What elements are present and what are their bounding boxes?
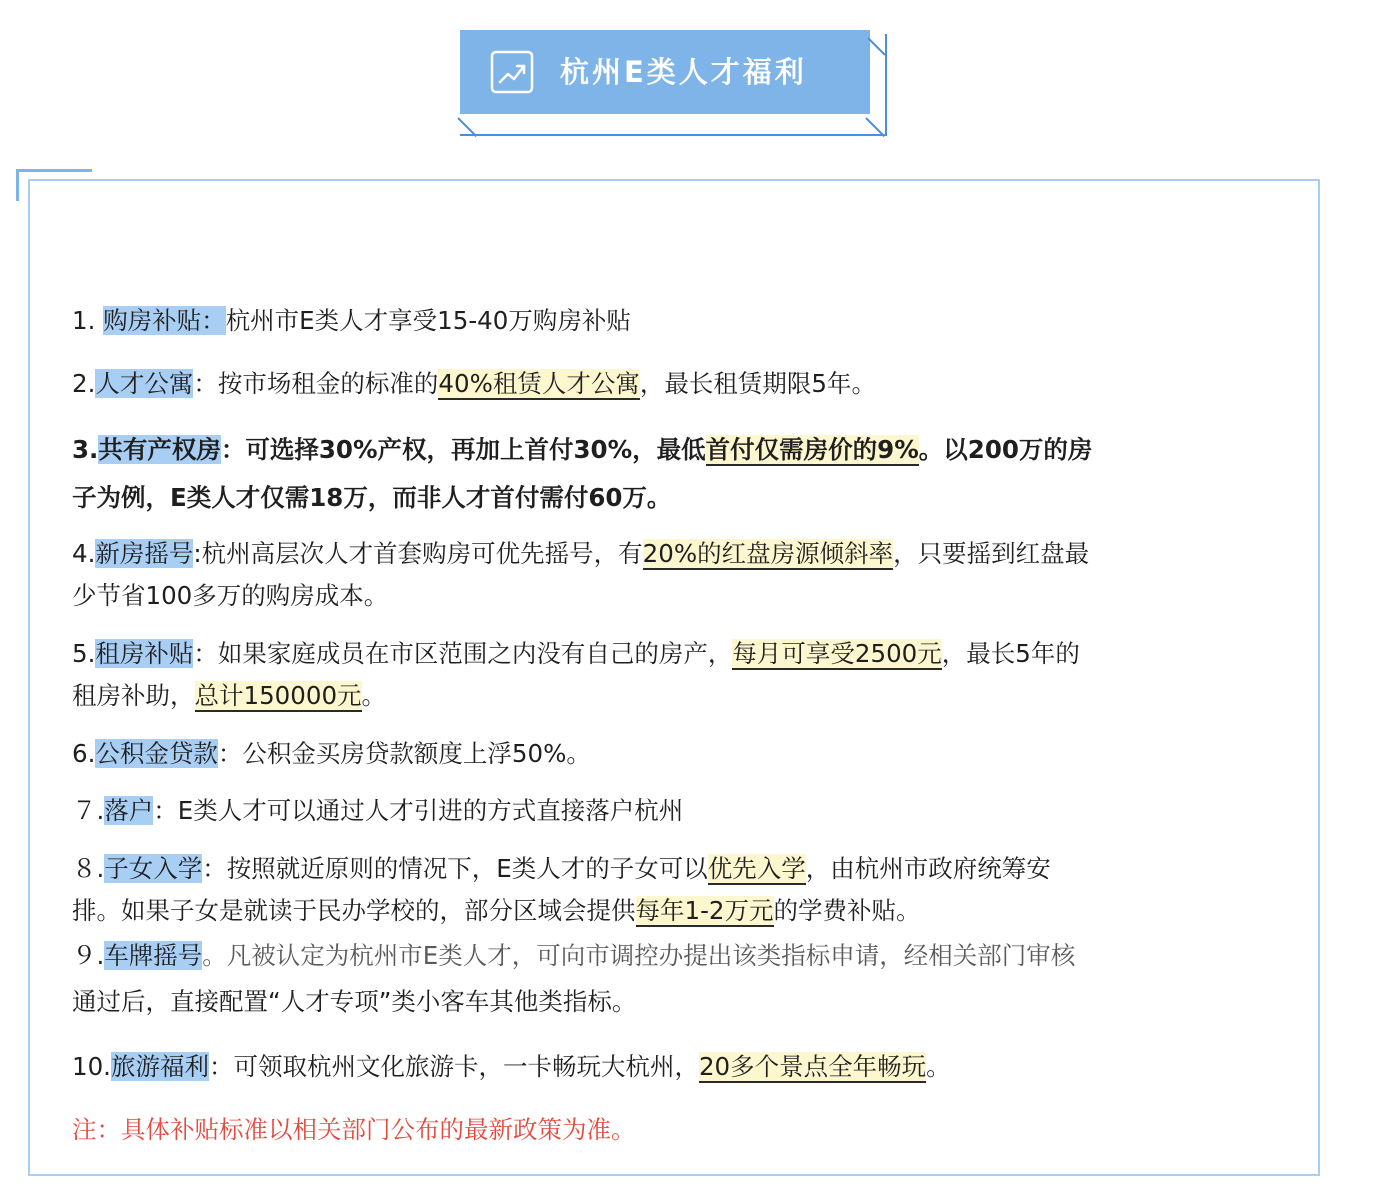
item-highlight: 40%租赁人才公寓 bbox=[438, 369, 640, 398]
item-label: 落户 bbox=[104, 796, 154, 825]
item-highlight: 优先入学 bbox=[707, 854, 806, 883]
list-item bbox=[72, 933, 1292, 1025]
item-text: ：按照就近原则的情况下，E类人才的子女可以 bbox=[202, 854, 708, 883]
title-frame-bottom bbox=[460, 134, 887, 136]
list-item bbox=[72, 533, 1292, 617]
list-item bbox=[72, 633, 1292, 717]
item-text: 子为例，E类人才仅需18万，而非人才首付需付60万。 bbox=[72, 483, 672, 512]
item-text: 。 bbox=[926, 1052, 951, 1081]
list-item bbox=[72, 361, 1292, 407]
list-item bbox=[72, 848, 1292, 932]
item-text: ：可领取杭州文化旅游卡，一卡畅玩大杭州， bbox=[208, 1052, 699, 1081]
item-highlight: 首付仅需房价的9% bbox=[705, 435, 919, 464]
list-item bbox=[72, 731, 1292, 777]
item-label: 旅游福利 bbox=[110, 1052, 209, 1081]
item-number: 10. bbox=[72, 1052, 111, 1081]
item-text: 杭州市E类人才享受15-40万购房补贴 bbox=[225, 306, 631, 335]
item-highlight: 每月可享受2500元 bbox=[732, 639, 942, 668]
item-text: 的学费补贴。 bbox=[773, 896, 921, 925]
box-corner-accent bbox=[16, 169, 19, 201]
item-text: 排。如果子女是就读于民办学校的，部分区域会提供 bbox=[72, 896, 636, 925]
item-text: 通过后，直接配置“人才专项”类小客车其他类指标。 bbox=[72, 987, 637, 1016]
item-number: 5. bbox=[72, 639, 96, 668]
item-label: 租房补贴 bbox=[95, 639, 194, 668]
item-label: 人才公寓 bbox=[95, 369, 194, 398]
item-label: 购房补贴： bbox=[103, 306, 226, 335]
item-text: :杭州高层次人才首套购房可优先摇号，有 bbox=[193, 539, 643, 568]
list-item bbox=[72, 788, 1292, 834]
item-text: ：按市场租金的标准的 bbox=[193, 369, 439, 398]
list-item bbox=[72, 1044, 1292, 1090]
item-text: ，由杭州市政府统筹安 bbox=[805, 854, 1051, 883]
item-number: 4. bbox=[72, 539, 96, 568]
item-text: ，最长租赁期限5年。 bbox=[639, 369, 876, 398]
item-highlight: 20%的红盘房源倾斜率 bbox=[642, 539, 894, 568]
item-text: ：公积金买房贷款额度上浮50%。 bbox=[217, 739, 591, 768]
item-number: ９. bbox=[72, 941, 105, 970]
item-label: 公积金贷款 bbox=[95, 739, 218, 768]
item-text: ：可选择30%产权，再加上首付30%，最低 bbox=[220, 435, 706, 464]
item-text: 少节省100多万的购房成本。 bbox=[72, 581, 389, 610]
item-number: 2. bbox=[72, 369, 96, 398]
item-label: 车牌摇号 bbox=[104, 941, 203, 970]
item-text: 。以200万的房 bbox=[918, 435, 1093, 464]
item-number: ７. bbox=[72, 796, 105, 825]
item-highlight: 20多个景点全年畅玩 bbox=[698, 1052, 927, 1081]
item-text: ：如果家庭成员在市区范围之内没有自己的房产， bbox=[193, 639, 733, 668]
item-label: 新房摇号 bbox=[95, 539, 194, 568]
item-number: 1. bbox=[72, 306, 96, 335]
item-text: 。 bbox=[361, 681, 387, 710]
item-text: 。凡被认定为杭州市E类人才，可向市调控办提出该类指标申请，经相关部门审核 bbox=[202, 941, 1076, 970]
item-text: ，最长5年的 bbox=[941, 639, 1080, 668]
item-text: 租房补助， bbox=[72, 681, 195, 710]
item-label: 共有产权房 bbox=[98, 435, 221, 464]
item-highlight: 总计150000元 bbox=[194, 681, 362, 710]
title-frame-corner bbox=[867, 37, 885, 55]
title-frame-right bbox=[885, 34, 887, 136]
item-label: 子女入学 bbox=[104, 854, 203, 883]
item-text: ：E类人才可以通过人才引进的方式直接落户杭州 bbox=[153, 796, 684, 825]
list-item bbox=[72, 426, 1292, 522]
item-highlight: 每年1-2万元 bbox=[635, 896, 774, 925]
trend-up-icon bbox=[490, 50, 534, 94]
item-number: 6. bbox=[72, 739, 96, 768]
list-item bbox=[72, 298, 1292, 344]
item-number: ８. bbox=[72, 854, 105, 883]
item-number: 3. bbox=[72, 435, 99, 464]
page-title: 杭州E类人才福利 bbox=[560, 55, 807, 89]
disclaimer-note: 注：具体补贴标准以相关部门公布的最新政策为准。 bbox=[72, 1115, 636, 1144]
item-text: ，只要摇到红盘最 bbox=[893, 539, 1090, 568]
box-corner-accent bbox=[16, 169, 92, 172]
